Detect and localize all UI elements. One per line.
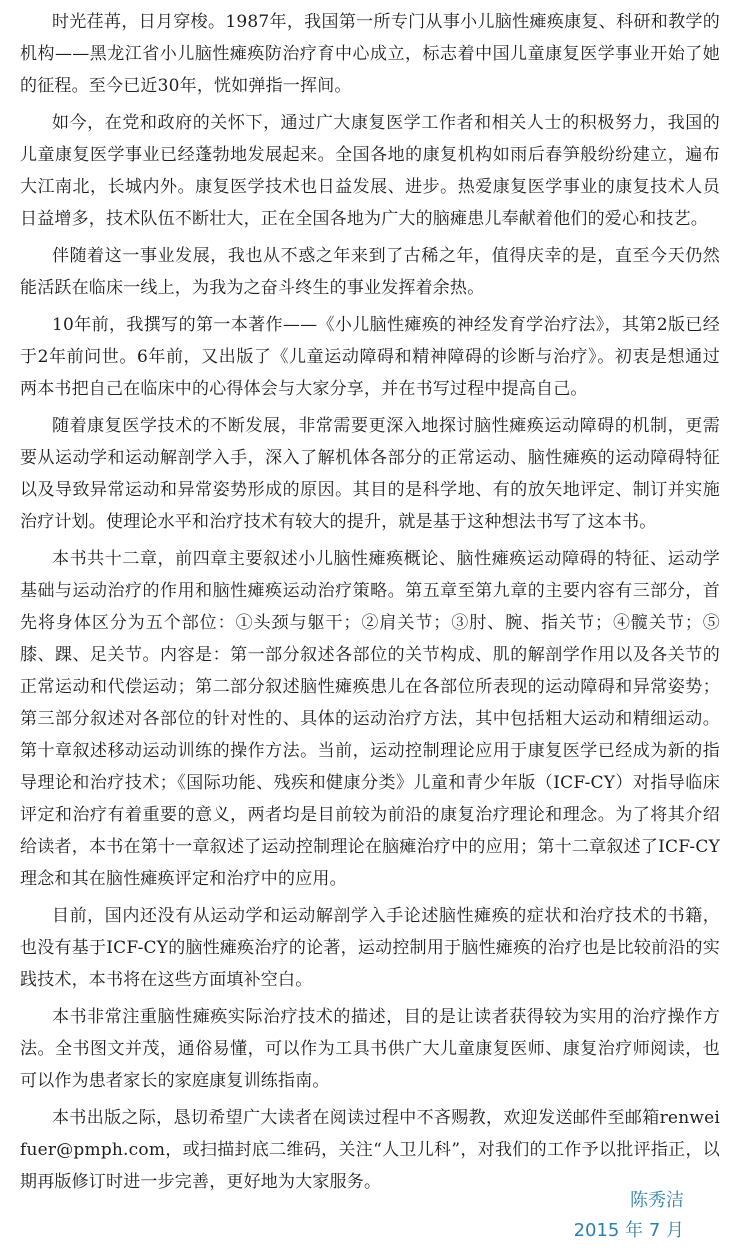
paragraph-5: 随着康复医学技术的不断发展，非常需要更深入地探讨脑性瘫痪运动障碍的机制，更需要从运动学和运动解剖学入手，深入了解机体各部分的正常运动、脑性瘫痪的运动障碍特征以及导致异常运动和异常姿势形成的原因。其目的是科学地、有的放矢地评定、制订并实施治疗计划。使理论水平和治疗技术有较大的提升，就是基于这种想法书写了这本书。: [20, 416, 720, 532]
paragraph-7: 目前，国内还没有从运动学和运动解剖学入手论述脑性瘫痪的症状和治疗技术的书籍，也没有基于ICF-CY的脑性瘫痪治疗的论著，运动控制用于脑性瘫痪的治疗也是比较前沿的实践技术，本书将在这些方面填补空白。: [20, 906, 720, 990]
paragraph-2: 如今，在党和政府的关怀下，通过广大康复医学工作者和相关人士的积极努力，我国的儿童康复医学事业已经蓬勃地发展起来。全国各地的康复机构如雨后春笋般纷纷建立，遍布大江南北，长城内外。康复医学技术也日益发展、进步。热爱康复医学事业的康复技术人员日益增多，技术队伍不断壮大，正在全国各地为广大的脑瘫患儿奉献着他们的爱心和技艺。: [20, 113, 720, 229]
paragraph-1: 时光荏苒，日月穿梭。1987年，我国第一所专门从事小儿脑性瘫痪康复、科研和教学的机构——黑龙江省小儿脑性瘫痪防治疗育中心成立，标志着中国儿童康复医学事业开始了她的征程。至今已近30年，恍如弹指一挥间。: [20, 12, 720, 96]
paragraph-3: 伴随着这一事业发展，我也从不惑之年来到了古稀之年，值得庆幸的是，直至今天仍然能活跃在临床一线上，为我为之奋斗终生的事业发挥着余热。: [20, 246, 720, 298]
paragraph-4: 10年前，我撰写的第一本著作——《小儿脑性瘫痪的神经发育学治疗法》，其第2版已经于2年前问世。6年前，又出版了《儿童运动障碍和精神障碍的诊断与治疗》。初衷是想通过两本书把自己在临床中的心得体会与大家分享，并在书写过程中提高自己。: [20, 315, 720, 399]
author-signature: 陈秀洁: [630, 1190, 684, 1211]
paragraph-9: 本书出版之际，恳切希望广大读者在阅读过程中不吝赐教，欢迎发送邮件至邮箱renweifuer@pmph.com，或扫描封底二维码，关注“人卫儿科”，对我们的工作予以批评指正，以期再版修订时进一步完善，更好地为大家服务。: [20, 1108, 720, 1192]
paragraph-8: 本书非常注重脑性瘫痪实际治疗技术的描述，目的是让读者获得较为实用的治疗操作方法。全书图文并茂，通俗易懂，可以作为工具书供广大儿童康复医师、康复治疗师阅读，也可以作为患者家长的家庭康复训练指南。: [20, 1007, 720, 1091]
signature-date: 2015 年 7 月: [573, 1220, 684, 1241]
paragraph-6: 本书共十二章，前四章主要叙述小儿脑性瘫痪概论、脑性瘫痪运动障碍的特征、运动学基础与运动治疗的作用和脑性瘫痪运动治疗策略。第五章至第九章的主要内容有三部分，首先将身体区分为五个部位：①头颈与躯干；②肩关节；③肘、腕、指关节；④髋关节；⑤膝、踝、足关节。内容是：第一部分叙述各部位的关节构成、肌的解剖学作用以及各关节的正常运动和代偿运动；第二部分叙述脑性瘫痪患儿在各部位所表现的运动障碍和异常姿势；第三部分叙述对各部位的针对性的、具体的运动治疗方法，其中包括粗大运动和精细运动。第十章叙述移动运动训练的操作方法。当前，运动控制理论应用于康复医学已经成为新的指导理论和治疗技术；《国际功能、残疾和健康分类》儿童和青少年版（ICF-CY）对指导临床评定和治疗有着重要的意义，两者均是目前较为前沿的康复治疗理论和理念。为了将其介绍给读者，本书在第十一章叙述了运动控制理论在脑瘫治疗中的应用；第十二章叙述了ICF-CY理念和其在脑性瘫痪评定和治疗中的应用。: [20, 549, 720, 889]
